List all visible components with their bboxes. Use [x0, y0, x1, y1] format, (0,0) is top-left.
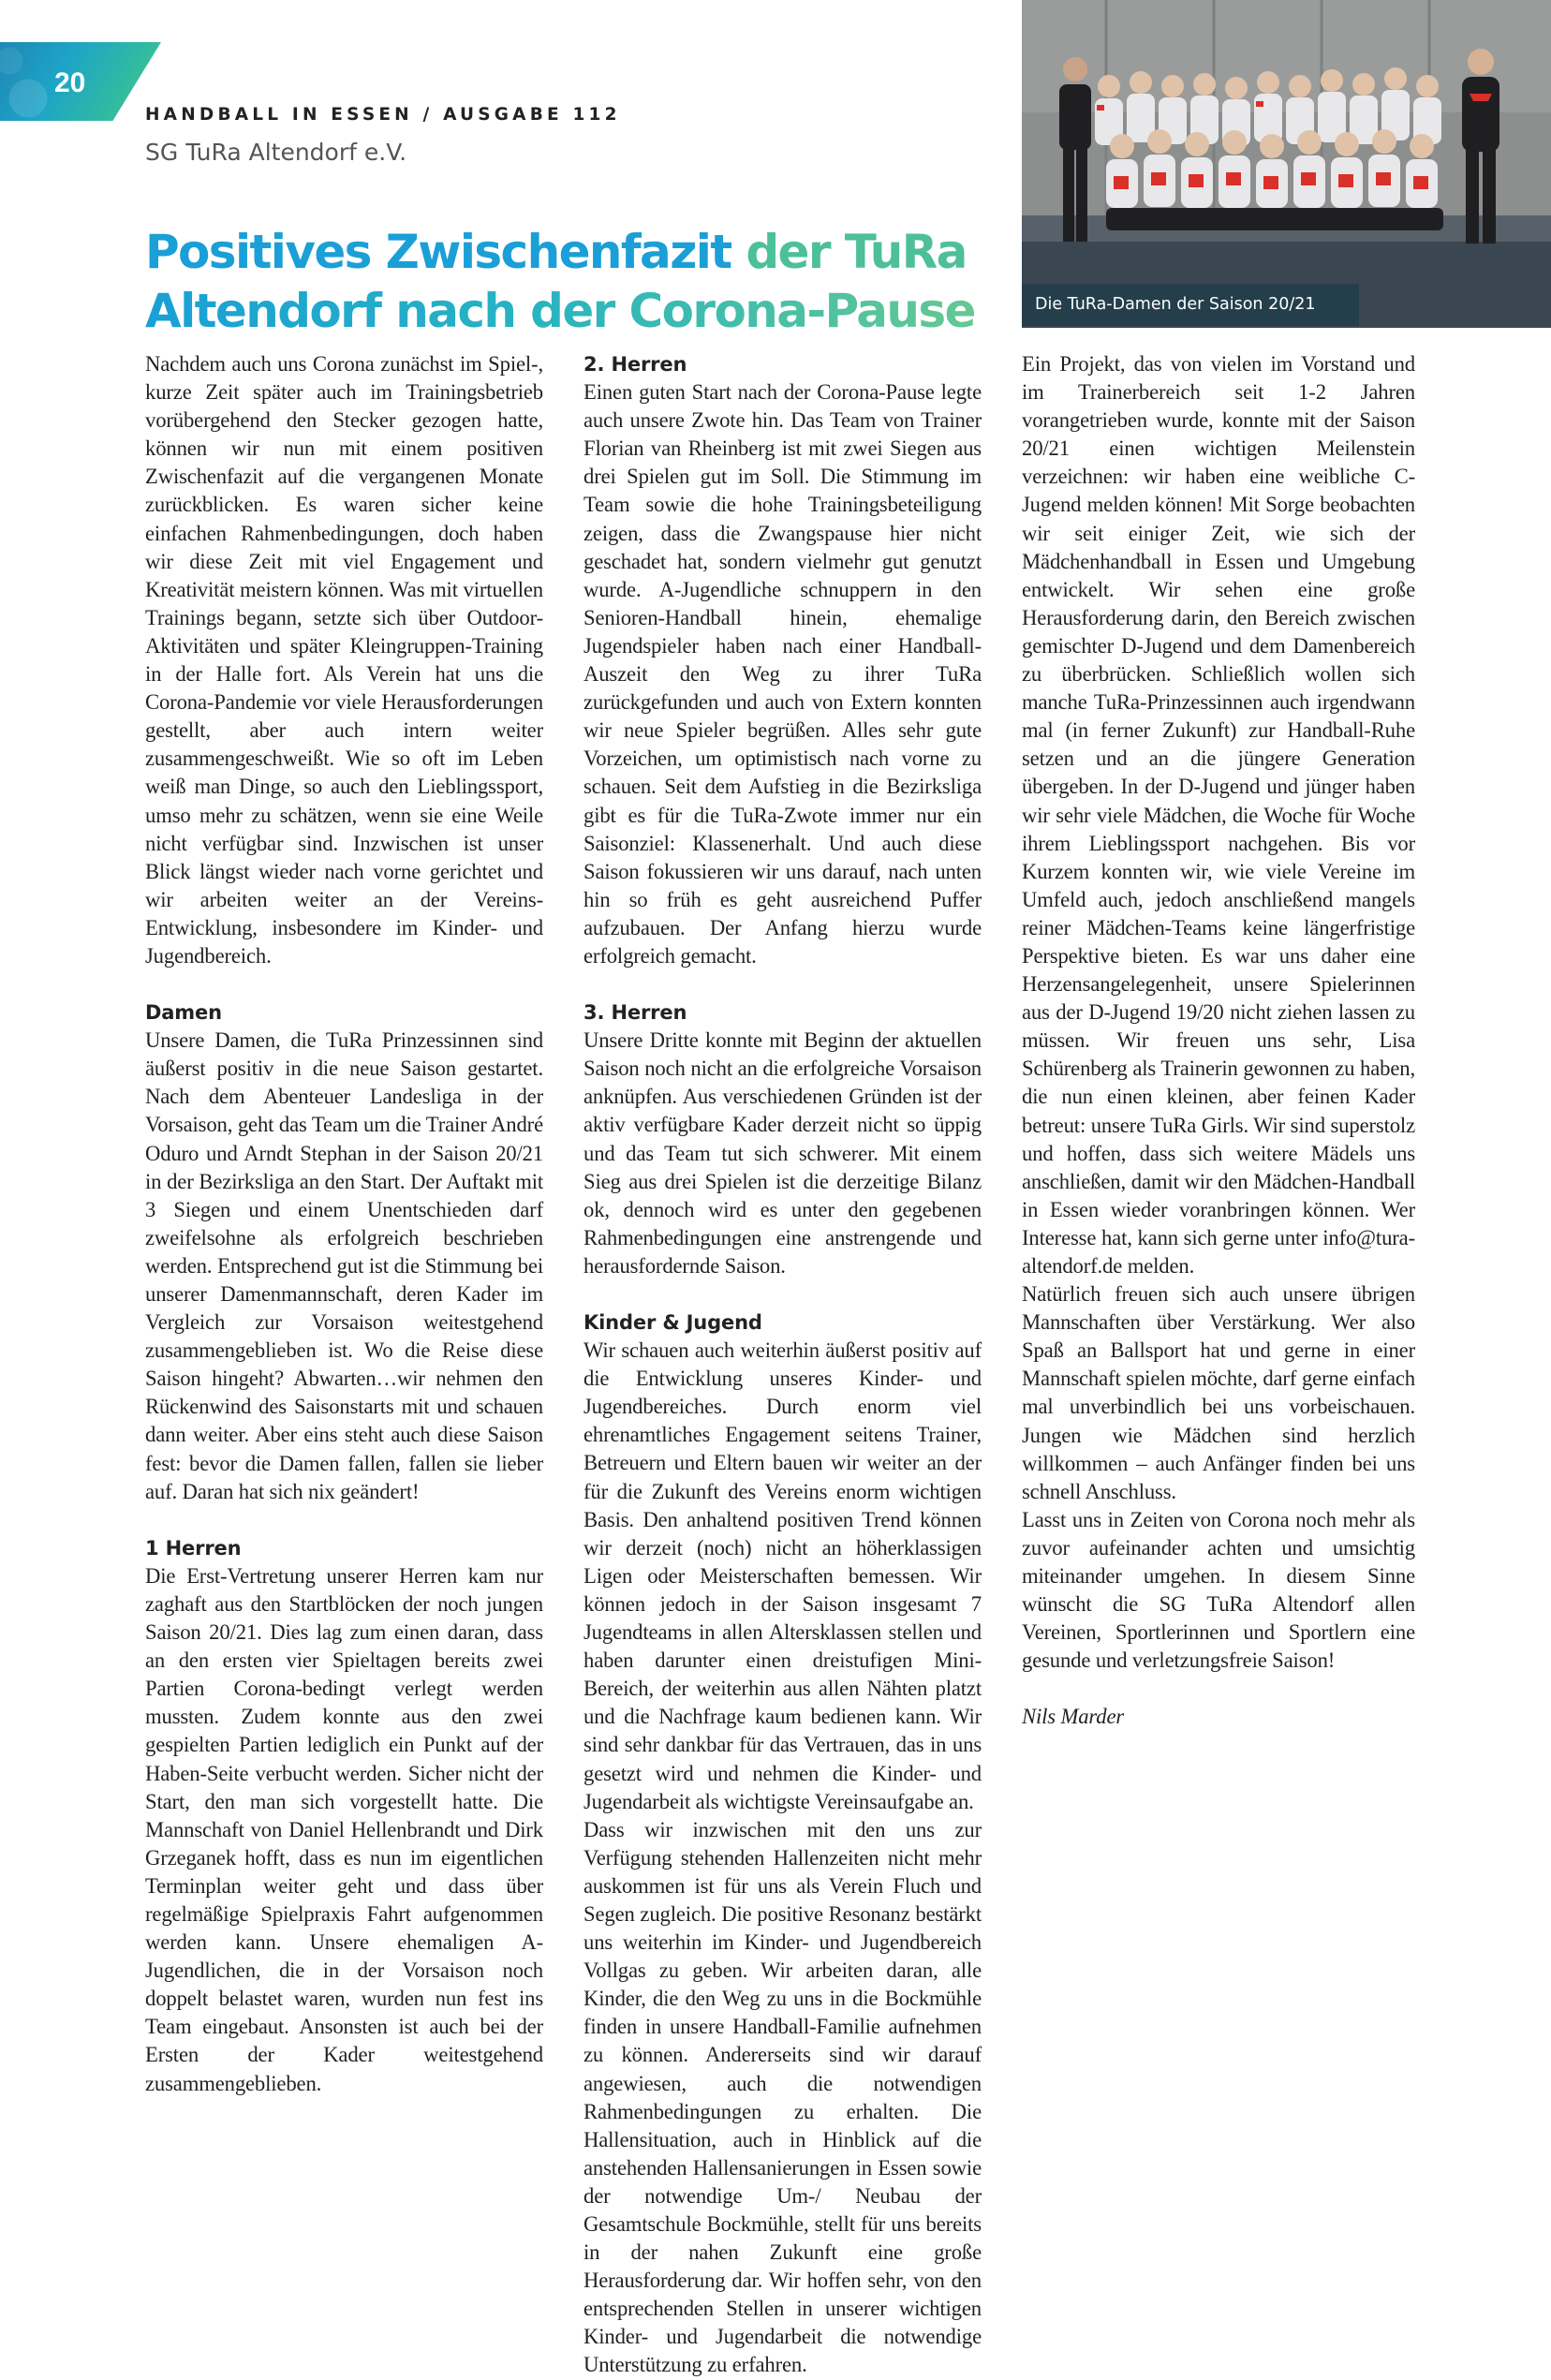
article-column-3: [1022, 350, 1415, 1732]
damen-paragraph: Unsere Damen, die TuRa Prinzessinnen sind äußerst positiv in die neue Saison gestartet. Nach dem Abenteuer Landesliga in der Vorsaison, geht das Team um die Trainer André Oduro und Arndt Stephan in der Saison 20/21 in der Bezirksliga an den Start. Der Auftakt mit 3 Siegen und einem Unentschieden darf zweifelsohne als erfolgreich beschrieben werden. Entsprechend gut ist die Stimmung bei unserer Damenmannschaft, deren Kader im Vergleich zur Vorsaison weitestgehend zusammengeblieben ist. Wo die Reise diese Saison hingeht? Abwarten…wir nehmen den Rückenwind des Saisonstarts mit und schauen dann weiter. Aber eins steht auch diese Saison fest: bevor die Damen fallen, fallen sie lieber auf. Daran hat sich nix geändert!: [145, 1028, 543, 1503]
herren1-paragraph: Die Erst-Vertretung unserer Herren kam nur zaghaft aus den Startblöcken der noch jungen Saison 20/21. Dies lag zum einen daran, dass an den ersten vier Spieltagen bereits zwei Partien Corona-bedingt verlegt werden mussten. Zudem konnte aus den zwei gespielten Partien lediglich ein Punkt auf der Haben-Seite verbucht werden. Sicher nicht der Start, den man sich vorgestellt hatte. Die Mannschaft von Daniel Hellenbrandt und Dirk Grzeganek hofft, dass es nun im eigentlichen Terminplan weiter geht und dass über regelmäßige Spielpraxis Fahrt aufgenommen werden kann. Unsere ehemaligen A-Jugendlichen, die in der Vorsaison noch doppelt belastet waren, wurden nun fest ins Team eingebaut. Ansonsten ist auch bei der Ersten der Kader weitestgehend zusammengeblieben.: [145, 1563, 543, 2095]
section-heading-herren3: 3. Herren: [583, 1001, 687, 1025]
team-photo-illustration: [1022, 0, 1551, 328]
herren3-paragraph: Unsere Dritte konnte mit Beginn der aktuellen Saison noch nicht an die erfolgreiche Vorsaison anknüpfen. Aus verschiedenen Gründen ist der aktiv verfügbare Kader derzeit nicht so üppig und das Team tut sich schwerer. Mit einem Sieg aus drei Spielen ist die derzeitige Bilanz ok, dennoch wird es unter den gegebenen Rahmenbedingungen eine anstrengende und herausfordernde Saison.: [583, 1028, 982, 1278]
team-photo: [1022, 0, 1551, 328]
section-heading-jugend: Kinder & Jugend: [583, 1311, 762, 1334]
paragraph-gap: [583, 970, 982, 998]
herren2-paragraph: Einen guten Start nach der Corona-Pause legte auch unsere Zwote hin. Das Team von Trainer Florian van Rheinberg ist mit zwei Siegen aus drei Spielen gut im Soll. Die Stimmung im Team sowie die hohe Trainingsbeteiligung zeigen, dass die Zwangspause hier nicht geschadet hat, sondern vielmehr gut genutzt wurde. A-Jugendliche schnuppern in den Senioren-Handball hinein, ehemalige Jugendspieler haben nach einer Handball-Auszeit den Weg zu ihrer TuRa zurückgefunden und auch von Extern konnten wir neue Spieler begrüßen. Alles sehr gute Vorzeichen, um optimistisch nach vorne zu schauen. Seit dem Aufstieg in die Bezirksliga gibt es für die TuRa-Zwote immer nur ein Saisonziel: Klassenerhalt. Und auch diese Saison fokussieren wir uns darauf, nach unten hin so früh es geht ausreichend Puffer aufzubauen. Der Anfang hierzu wurde erfolgreich gemacht.: [583, 380, 982, 968]
paragraph-gap: [145, 1506, 543, 1534]
section-heading-damen: Damen: [145, 1001, 222, 1025]
headline-part-blue: Positives Zwischenfazit: [145, 225, 746, 279]
verstaerkung-paragraph: Natürlich freuen sich auch unsere übrigen Mannschaften über Verstärkung. Wer also Spaß an Ballsport hat und gerne in einer Mannschaft spielen möchte, darf gerne einfach mal unverbindlich bei uns vorbeischauen. Jungen wie Mädchen sind herzlich willkommen – auch Anfänger finden bei uns schnell Anschluss.: [1022, 1282, 1415, 1503]
section-heading-herren1: 1 Herren: [145, 1536, 242, 1560]
page-number: 20: [54, 67, 86, 98]
article-column-1: [145, 350, 543, 2098]
section-heading-herren2: 2. Herren: [583, 353, 687, 376]
article-headline: [145, 223, 988, 341]
closing-paragraph: Lasst uns in Zeiten von Corona noch mehr als zuvor aufeinander achten und umsichtig miteinander umgehen. In diesem Sinne wünscht die SG TuRa Altendorf allen Vereinen, Sportlerinnen und Sportlern eine gesunde und verletzungsfreie Saison!: [1022, 1507, 1415, 1673]
paragraph-gap: [145, 970, 543, 998]
club-name: SG TuRa Altendorf e.V.: [145, 139, 407, 166]
jugend-paragraph-2: Dass wir inzwischen mit den uns zur Verfügung stehenden Hallenzeiten nicht mehr auskommen ist für uns als Verein Fluch und Segen zugleich. Die positive Resonanz bestärkt uns weiterhin im Kinder- und Jugendbereich Vollgas zu geben. Wir arbeiten daran, alle Kinder, die den Weg zu uns in die Bockmühle finden in unsere Handball-Familie aufnehmen zu können. Andererseits sind wir darauf angewiesen, auch die notwendigen Rahmenbedingungen zu erhalten. Die Hallensituation, auch in Hinblick auf die anstehenden Hallensanierungen in Essen sowie der notwendige Um-/ Neubau der Gesamtschule Bockmühle, stellt für uns bereits in der nahen Zukunft eine große Herausforderung dar. Wir hoffen sehr, von den entsprechenden Stellen in unserer wichtigen Kinder- und Jugendarbeit die notwendige Unterstützung zu erfahren.: [583, 1817, 982, 2377]
headline-part-teal: der TuRa: [746, 225, 967, 279]
magazine-kicker: HANDBALL IN ESSEN / AUSGABE 112: [145, 105, 621, 125]
headline-line-1: [145, 223, 988, 282]
article-column-2: [583, 350, 982, 2380]
intro-paragraph: Nachdem auch uns Corona zunächst im Spiel-, kurze Zeit später auch im Trainingsbetrieb vorübergehend den Stecker gezogen hatte, können wir nun mit einem positiven Zwischenfazit auf die vergangenen Monate zurückblicken. Es waren sicher keine einfachen Rahmenbedingungen, doch haben wir diese Zeit mit viel Engagement und Kreativität meistern können. Was mit virtuellen Trainings begann, setzte sich über Outdoor-Aktivitäten und später Kleingruppen-Training in der Halle fort. Als Verein hat uns die Corona-Pandemie vor viele Herausforderungen gestellt, aber auch intern weiter zusammengeschweißt. Wie so oft im Leben weiß man Dinge, so auch den Lieblingssport, umso mehr zu schätzen, wenn sie eine Weile nicht verfügbar sind. Inzwischen ist unser Blick längst wieder nach vorne gerichtet und wir arbeiten weiter an der Vereins-Entwicklung, insbesondere im Kinder- und Jugendbereich.: [145, 352, 543, 968]
jugend-paragraph-1: Wir schauen auch weiterhin äußerst positiv auf die Entwicklung unseres Kinder- und Jugendbereiches. Durch enorm viel ehrenamtliches Engagement seitens Trainer, Betreuern und Eltern bauen wir weiter an der für die Zukunft des Vereins enorm wichtigen Basis. Den anhaltend positiven Trend können wir derzeit (noch) nicht an höherklassigen Ligen oder Meisterschaften bemessen. Wir können jedoch in der Saison insgesamt 7 Jugendteams in allen Altersklassen stellen und haben darunter einen dreistufigen Mini-Bereich, der weiterhin aus allen Nähten platzt und die Nachfrage kaum bedienen kann. Wir sind sehr dankbar für das Vertrauen, das in uns gesetzt wird und nehmen die Kinder- und Jugendarbeit als wichtigste Vereinsaufgabe an.: [583, 1338, 982, 1813]
paragraph-gap: [583, 1280, 982, 1308]
projekt-paragraph: Ein Projekt, das von vielen im Vorstand und im Trainerbereich seit 1-2 Jahren vorangetrieben wurde, konnte mit der Saison 20/21 einen wichtigen Meilenstein verzeichnen: wir haben eine weibliche C-Jugend melden können! Mit Sorge beobachten wir seit einiger Zeit, wie sich der Mädchenhandball in Essen und Umgebung entwickelt. Wir sehen eine große Herausforderung darin, den Bereich zwischen gemischter D-Jugend und dem Damenbereich zu überbrücken. Schließlich wollen sich manche TuRa-Prinzessinnen auch irgendwann mal (in ferner Zukunft) zur Handball-Ruhe setzen und an die jüngere Generation übergeben. In der D-Jugend und jünger haben wir sehr viele Mädchen, die Woche für Woche ihrem Lieblingssport nachgehen. Bis vor Kurzem konnten wir, wie viele Vereine im Umfeld auch, jedoch anschließend mangels reiner Mädchen-Teams keine längerfristige Perspektive bieten. Es war uns daher eine Herzensangelegenheit, unsere Spielerinnen aus der D-Jugend 19/20 nicht ziehen lassen zu müssen. Wir freuen uns sehr, Lisa Schürenberg als Trainerin gewonnen zu haben, die nun einen kleinen, aber feinen Kader betreut: unsere TuRa Girls. Wir sind superstolz und hoffen, dass sich weitere Mädels uns anschließen, damit wir den Mädchen-Handball in Essen wieder voranbringen können. Wer Interesse hat, kann sich gerne unter info@tura-altendorf.de melden.: [1022, 352, 1415, 1278]
headline-line-2: Altendorf nach der Corona-Pause: [145, 282, 988, 341]
photo-caption: Die TuRa-Damen der Saison 20/21: [1022, 284, 1359, 326]
author-signature: Nils Marder: [1022, 1705, 1125, 1729]
